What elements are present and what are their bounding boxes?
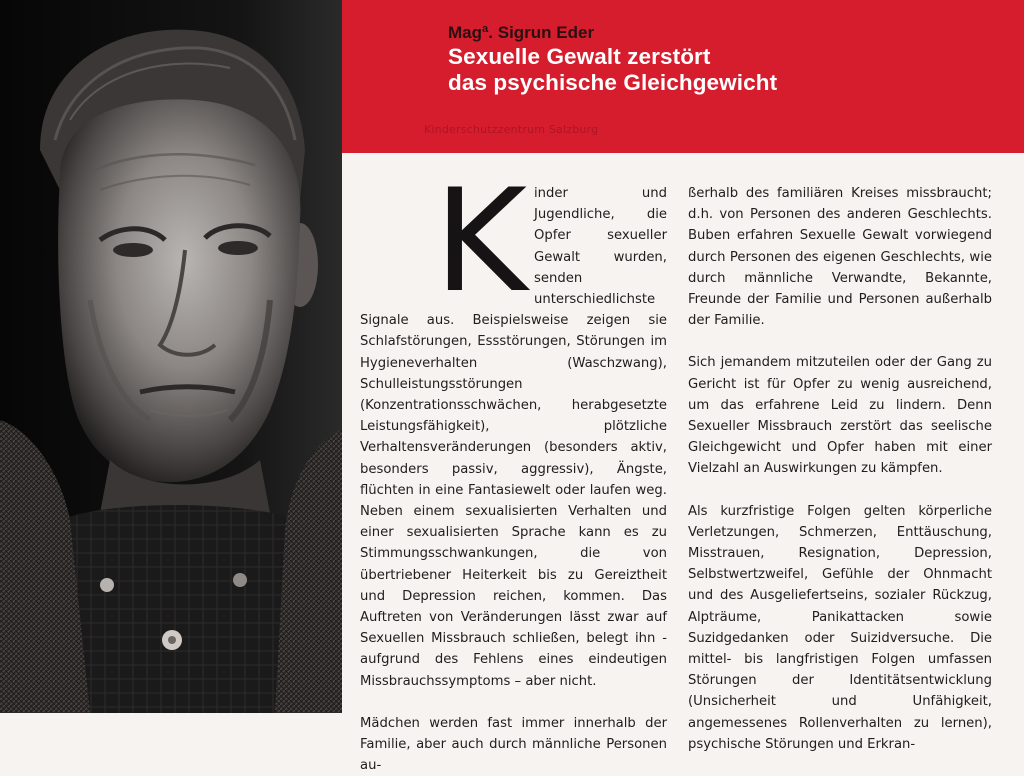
organization-label: Kinderschutzzentrum Salzburg [424,123,599,136]
portrait-photo [0,0,342,713]
title-line-1: Sexuelle Gewalt zerstört [448,44,711,69]
article-column-2 [688,183,992,755]
article-column-1 [360,159,667,776]
title-line-2: das psychische Gleichgewicht [448,70,778,95]
col2-paragraph-3: Als kurzfristige Folgen gelten körperliche Verletzungen, Schmerzen, Enttäuschung, Misstrauen, Resignation, Depression, Selbstwertzweifel, Gefühle der Ohnmacht und des Ausgeliefertseins, sozialer Rückzug, Alpträume, Panikattacken sowie Suzidgedanken oder Suizidversuche. Die mittel- bis langfristigen Folgen umfassen Störungen der Identitätsentwicklung (Unsicherheit und Unfähigkeit, angemessenes Rollenverhalten zu lernen), psychische Störungen und Erkran- [688,503,992,752]
portrait-illustration [0,0,342,713]
col2-paragraph-1: ßerhalb des familiären Kreises missbraucht; d.h. von Personen des anderen Geschlechts. Buben erfahren Sexuelle Gewalt vorwiegend durch Personen des eigenen Geschlechts, wie durch männliche Verwandte, Bekannte, Freunde der Familie und Personen außerhalb der Familie. [688,186,992,329]
col2-paragraph-2: Sich jemandem mitzuteilen oder der Gang zu Gericht ist für Opfer zu wenig ausreichend, um das erfahrene Leid zu lindern. Denn Sexueller Missbrauch zerstört das seelische Gleichgewicht und Opfer haben mit einer Vielzahl an Auswirkungen zu kämpfen. [688,355,992,477]
article-title [448,44,777,96]
header-banner [342,0,1024,153]
article-page [342,0,1024,774]
drop-cap: K [434,159,528,324]
col1-paragraph-2: Mädchen werden fast immer innerhalb der Familie, aber auch durch männliche Personen au- [360,715,667,774]
col1-paragraph-1: inder und Jugendliche, die Opfer sexueller Gewalt wurden, senden unterschiedlichste Signale aus. Beispielsweise zeigen sie Schlafstörungen, Essstörungen, Störungen im Hygieneverhalten (Waschzwang), Schulleistungsstörungen (Konzentrationsschwächen, herabgesetzte Leistungsfähigkeit), plötzliche Verhaltensveränderungen (besonders aktiv, besonders passiv, aggressiv), Ängste, flüchten in eine Fantasiewelt oder laufen weg. Neben einem sexualisierten Verhalten und einer sexualisierten Sprache kann es zu Stimmungsschwankungen, die von übertriebener Heiterkeit bis zu Gereiztheit und Depression reichen, kommen. Das Auftreten von Veränderungen lässt zwar auf Sexuellen Missbrauch schließen, belegt ihn - aufgrund des Fehlens eines eindeutigen Missbrauchssymptoms – aber nicht. [360,186,667,689]
author-name: Magª. Sigrun Eder [448,23,595,42]
